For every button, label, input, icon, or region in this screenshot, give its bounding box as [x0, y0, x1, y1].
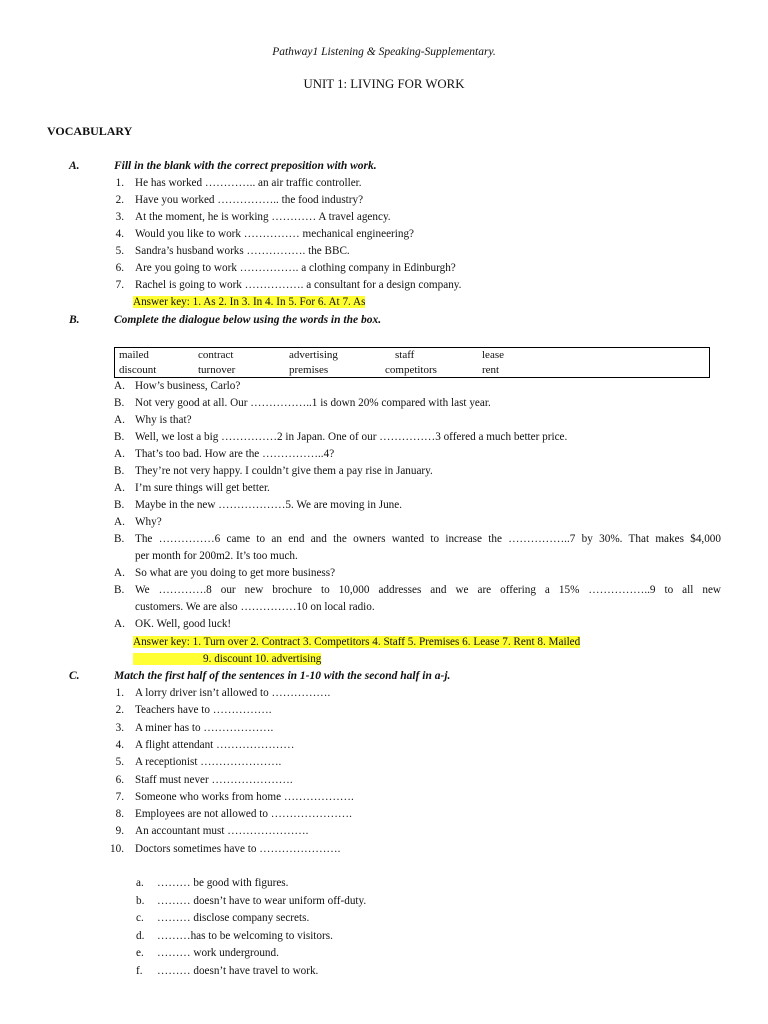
section-b-answer-key: Answer key: 1. Turn over 2. Contract 3. Competitors 4. Staff 5. Premises 6. Lease 7. Rent 8. Mailed	[133, 636, 581, 648]
dialogue-line: B. We ………….8 our new brochure to 10,000 addresses and we are offering a 15% ……………..9 to all new	[114, 584, 721, 596]
list-item: b. ……… doesn’t have to wear uniform off-duty.	[136, 894, 367, 907]
box-word: competitors	[385, 364, 437, 376]
section-c-instruction: Match the first half of the sentences in 1-10 with the second half in a-j.	[114, 670, 451, 682]
list-item: 5. A receptionist ………………….	[115, 756, 282, 769]
list-item: f. ……… doesn’t have travel to work.	[136, 964, 319, 977]
list-item: 2. Have you worked …………….. the food industry?	[115, 194, 364, 206]
box-word: discount	[119, 364, 157, 376]
list-item: 1. He has worked ………….. an air traffic controller.	[115, 177, 362, 189]
list-item: 6. Are you going to work ……………. a clothing company in Edinburgh?	[115, 262, 456, 274]
box-word: staff	[395, 349, 415, 361]
list-item: c. ……… disclose company secrets.	[136, 912, 310, 924]
dialogue-line: B. Well, we lost a big ……………2 in Japan. One of our ……………3 offered a much better price.	[114, 431, 568, 443]
list-item: 3. At the moment, he is working ………… A travel agency.	[115, 211, 391, 223]
box-word: rent	[482, 364, 500, 376]
dialogue-line: A. How’s business, Carlo?	[114, 380, 241, 392]
dialogue-line: A. OK. Well, good luck!	[114, 618, 232, 630]
dialogue-line: A. So what are you doing to get more business?	[114, 567, 336, 579]
list-item: 9. An accountant must ………………….	[115, 825, 309, 838]
dialogue-line: B. The ……………6 came to an end and the owners wanted to increase the ……………..7 by 30%. That makes $4,000	[114, 533, 721, 545]
box-word: mailed	[119, 349, 149, 361]
list-item: 7. Rachel is going to work ……………. a consultant for a design company.	[115, 279, 462, 291]
list-item: 6. Staff must never ………………….	[115, 773, 293, 786]
section-a-instruction: Fill in the blank with the correct preposition with work.	[114, 160, 377, 172]
list-item: 2. Teachers have to …………….	[115, 704, 272, 717]
section-b-answer-key-cont: 9. discount 10. advertising	[133, 653, 321, 665]
list-item: 4. A flight attendant …………………	[115, 738, 295, 751]
word-box	[114, 347, 710, 378]
section-a-letter: A.	[69, 160, 80, 172]
list-item: 7. Someone who works from home ……………….	[115, 790, 354, 803]
section-b-instruction: Complete the dialogue below using the words in the box.	[114, 314, 382, 326]
list-item: 5. Sandra’s husband works ……………. the BBC.	[115, 245, 350, 257]
box-word: advertising	[289, 349, 338, 361]
vocabulary-heading: VOCABULARY	[47, 124, 133, 138]
list-item: 8. Employees are not allowed to ………………….	[115, 808, 352, 821]
list-item: a. ……… be good with figures.	[136, 877, 289, 889]
box-word: turnover	[198, 364, 236, 376]
list-item: e. ……… work underground.	[136, 947, 279, 959]
list-item: 3. A miner has to ……………….	[115, 721, 274, 734]
section-a-answer-key: Answer key: 1. As 2. In 3. In 4. In 5. For 6. At 7. As	[133, 296, 366, 308]
box-word: contract	[198, 349, 234, 361]
dialogue-line: A. I’m sure things will get better.	[114, 482, 270, 494]
list-item: 1. A lorry driver isn’t allowed to …………….	[115, 687, 331, 699]
list-item: 10. Doctors sometimes have to ………………….	[110, 842, 341, 855]
box-word: premises	[289, 364, 329, 376]
dialogue-line: B. Maybe in the new ………………5. We are moving in June.	[114, 499, 403, 511]
dialogue-line: B. They’re not very happy. I couldn’t give them a pay rise in January.	[114, 465, 433, 477]
dialogue-line: A. Why is that?	[114, 414, 192, 426]
page-header: Pathway1 Listening & Speaking-Supplementary.	[272, 46, 496, 58]
section-c-letter: C.	[69, 670, 80, 682]
unit-title: UNIT 1: LIVING FOR WORK	[303, 77, 465, 91]
dialogue-line-cont: per month for 200m2. It’s too much.	[135, 550, 298, 562]
dialogue-line-cont: customers. We are also ……………10 on local radio.	[135, 601, 375, 613]
list-item: d. ………has to be welcoming to visitors.	[136, 929, 333, 942]
dialogue-line: B. Not very good at all. Our ……………..1 is down 20% compared with last year.	[114, 397, 491, 409]
box-word: lease	[482, 349, 504, 361]
list-item: 4. Would you like to work …………… mechanical engineering?	[115, 228, 415, 240]
dialogue-line: A. That’s too bad. How are the ……………..4?	[114, 448, 335, 460]
dialogue-line: A. Why?	[114, 516, 162, 528]
section-b-letter: B.	[69, 314, 80, 326]
